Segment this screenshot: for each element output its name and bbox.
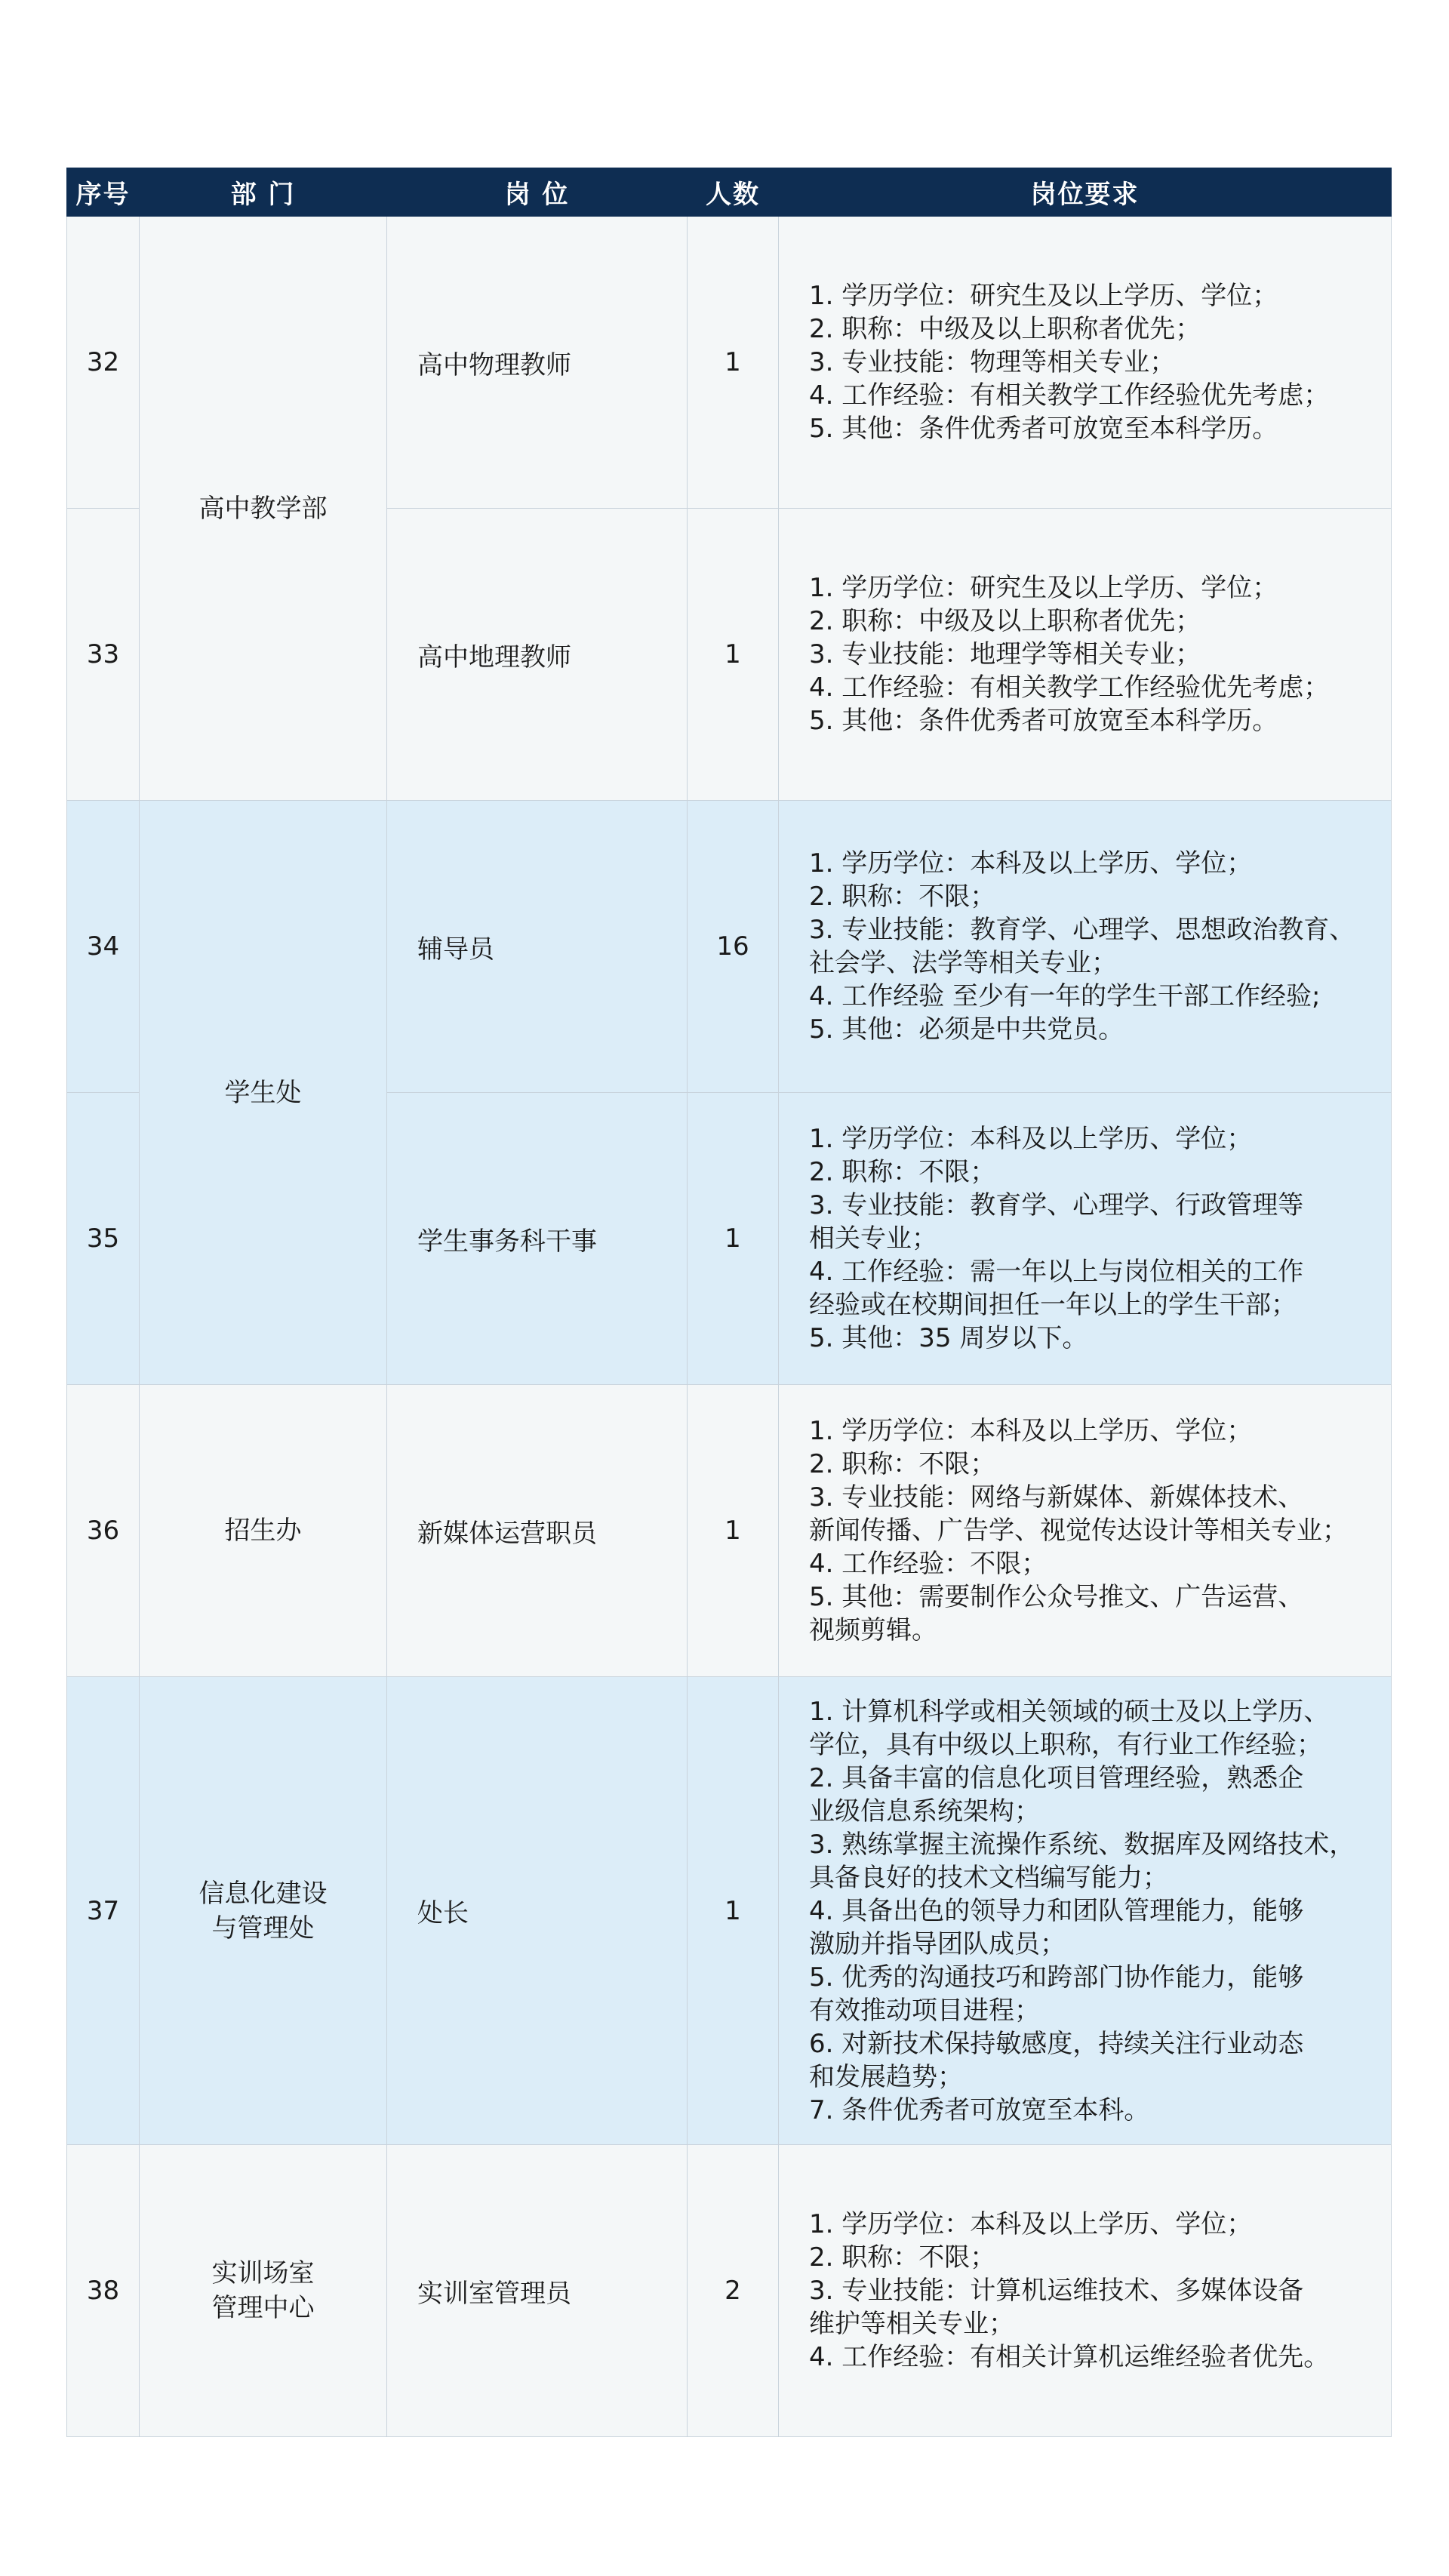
row-req: [779, 1093, 1392, 1385]
row-seq: 34: [67, 801, 140, 1093]
row-post: 学生事务科干事: [387, 1093, 688, 1385]
row-count: 1: [688, 1677, 779, 2145]
row-post: 新媒体运营职员: [387, 1385, 688, 1677]
table-row: [67, 801, 1392, 1093]
table-row: [67, 1677, 1392, 2145]
row-seq: 35: [67, 1093, 140, 1385]
req-line: 7. 条件优秀者可放宽至本科。: [809, 2094, 1150, 2125]
job-table: [66, 168, 1392, 2437]
req-line: 经验或在校期间担任一年以上的学生干部；: [809, 1290, 1297, 1320]
table-header-row: [67, 168, 1392, 217]
row-req: [779, 2145, 1392, 2437]
req-line: 3. 专业技能：教育学、心理学、行政管理等: [809, 1190, 1304, 1220]
dept-line: 实训场室: [211, 2258, 315, 2288]
row-req: [779, 801, 1392, 1093]
req-line: 3. 专业技能：网络与新媒体、新媒体技术、: [809, 1482, 1304, 1513]
req-line: 2. 职称：不限；: [809, 2242, 996, 2273]
req-line: 1. 学历学位：本科及以上学历、学位；: [809, 2209, 1253, 2239]
header-dept: 部 门: [140, 168, 387, 217]
req-line: 5. 其他：需要制作公众号推文、广告运营、: [809, 1582, 1304, 1612]
header-seq: 序号: [67, 168, 140, 217]
req-line: 2. 职称：不限；: [809, 1157, 996, 1187]
req-line: 具备良好的技术文档编写能力；: [809, 1862, 1168, 1893]
row-count: 1: [688, 509, 779, 801]
row-seq: 33: [67, 509, 140, 801]
req-line: 4. 工作经验：不限；: [809, 1549, 1048, 1579]
req-line: 1. 学历学位：研究生及以上学历、学位；: [809, 573, 1278, 603]
row-req: [779, 1385, 1392, 1677]
req-line: 5. 其他：必须是中共党员。: [809, 1014, 1124, 1045]
req-line: 6. 对新技术保持敏感度，持续关注行业动态: [809, 2028, 1304, 2059]
req-line: 和发展趋势；: [809, 2061, 963, 2092]
req-line: 有效推动项目进程；: [809, 1995, 1040, 2026]
req-line: 1. 学历学位：本科及以上学历、学位；: [809, 1124, 1253, 1154]
req-line: 4. 工作经验：有相关计算机运维经验者优先。: [809, 2342, 1330, 2372]
row-post: 实训室管理员: [387, 2145, 688, 2437]
row-count: 1: [688, 217, 779, 509]
req-line: 3. 专业技能：教育学、心理学、思想政治教育、: [809, 915, 1355, 945]
req-line: 3. 专业技能：地理学等相关专业；: [809, 639, 1201, 669]
row-seq: 37: [67, 1677, 140, 2145]
row-seq: 32: [67, 217, 140, 509]
row-count: 1: [688, 1385, 779, 1677]
req-line: 4. 工作经验：有相关教学工作经验优先考虑；: [809, 380, 1330, 411]
row-req: [779, 1677, 1392, 2145]
row-count: 2: [688, 2145, 779, 2437]
req-line: 1. 学历学位：本科及以上学历、学位；: [809, 1416, 1253, 1446]
req-line: 5. 优秀的沟通技巧和跨部门协作能力，能够: [809, 1962, 1304, 1993]
row-dept: 高中教学部: [140, 217, 387, 801]
row-post: 高中地理教师: [387, 509, 688, 801]
req-line: 4. 工作经验：有相关教学工作经验优先考虑；: [809, 672, 1330, 703]
row-count: 16: [688, 801, 779, 1093]
row-dept: 学生处: [140, 801, 387, 1385]
dept-line: 信息化建设: [198, 1878, 328, 1909]
req-line: 激励并指导团队成员；: [809, 1928, 1066, 1959]
req-line: 4. 工作经验：需一年以上与岗位相关的工作: [809, 1257, 1304, 1287]
req-line: 2. 具备丰富的信息化项目管理经验，熟悉企: [809, 1762, 1304, 1793]
req-line: 3. 专业技能：物理等相关专业；: [809, 347, 1176, 377]
req-line: 3. 熟练掌握主流操作系统、数据库及网络技术，: [809, 1829, 1355, 1860]
req-line: 学位，具有中级以上职称，有行业工作经验；: [809, 1729, 1322, 1760]
row-seq: 38: [67, 2145, 140, 2437]
row-seq: 36: [67, 1385, 140, 1677]
dept-line: 管理中心: [211, 2293, 315, 2323]
row-dept: [140, 2145, 387, 2437]
req-line: 2. 职称：不限；: [809, 882, 996, 912]
req-line: 4. 工作经验 至少有一年的学生干部工作经验;: [809, 981, 1321, 1011]
req-line: 新闻传播、广告学、视觉传达设计等相关专业；: [809, 1516, 1348, 1546]
header-req: 岗位要求: [779, 168, 1392, 217]
table-row: [67, 217, 1392, 509]
header-count: 人数: [688, 168, 779, 217]
table-row: [67, 1385, 1392, 1677]
header-post: 岗 位: [387, 168, 688, 217]
req-line: 2. 职称：不限；: [809, 1449, 996, 1479]
row-dept: 招生办: [140, 1385, 387, 1677]
row-req: [779, 509, 1392, 801]
req-line: 维护等相关专业；: [809, 2309, 1014, 2339]
row-post: 辅导员: [387, 801, 688, 1093]
req-line: 5. 其他：条件优秀者可放宽至本科学历。: [809, 414, 1278, 444]
req-line: 5. 其他：35 周岁以下。: [809, 1323, 1088, 1353]
req-line: 4. 具备出色的领导力和团队管理能力，能够: [809, 1895, 1304, 1926]
req-line: 相关专业；: [809, 1223, 937, 1254]
req-line: 业级信息系统架构；: [809, 1796, 1040, 1827]
row-req: [779, 217, 1392, 509]
req-line: 1. 计算机科学或相关领域的硕士及以上学历、: [809, 1696, 1330, 1727]
req-line: 1. 学历学位：研究生及以上学历、学位；: [809, 281, 1278, 311]
row-dept: [140, 1677, 387, 2145]
req-line: 社会学、法学等相关专业；: [809, 948, 1117, 978]
req-line: 2. 职称：中级及以上职称者优先；: [809, 314, 1201, 344]
req-line: 3. 专业技能：计算机运维技术、多媒体设备: [809, 2276, 1304, 2306]
dept-line: 与管理处: [211, 1913, 315, 1944]
req-line: 视频剪辑。: [809, 1615, 937, 1645]
req-line: 2. 职称：中级及以上职称者优先；: [809, 606, 1201, 636]
row-count: 1: [688, 1093, 779, 1385]
row-post: 处长: [387, 1677, 688, 2145]
req-line: 5. 其他：条件优秀者可放宽至本科学历。: [809, 706, 1278, 736]
table-row: [67, 2145, 1392, 2437]
row-post: 高中物理教师: [387, 217, 688, 509]
req-line: 1. 学历学位：本科及以上学历、学位；: [809, 848, 1253, 879]
